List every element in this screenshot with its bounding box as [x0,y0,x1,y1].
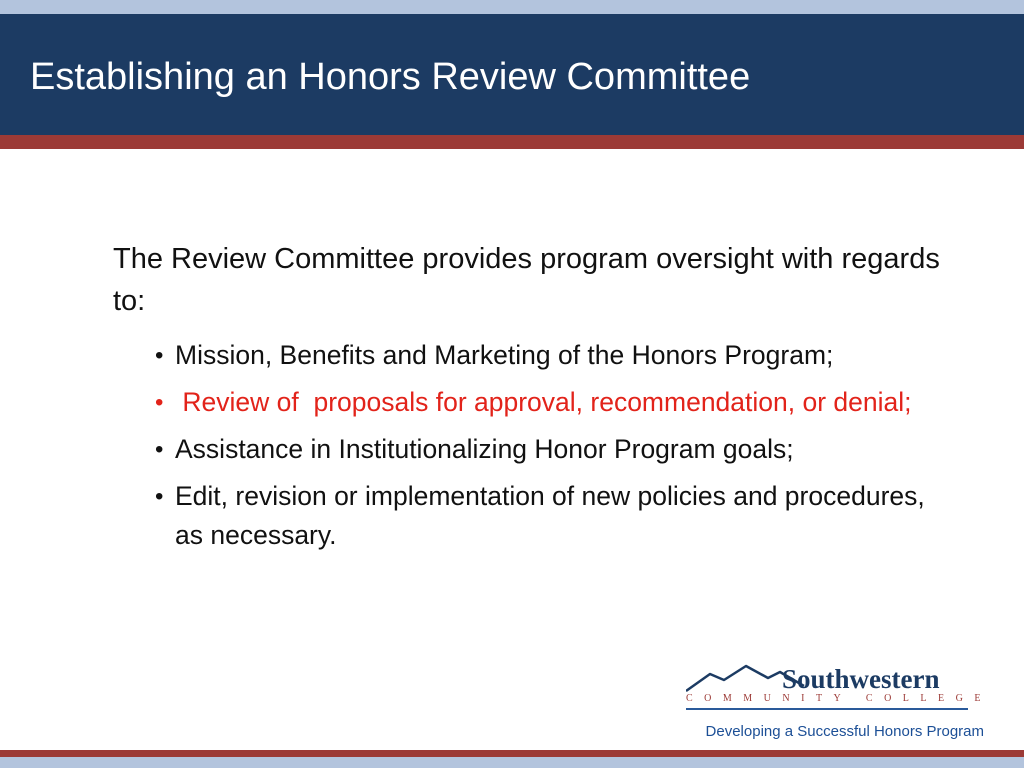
bottom-accent-strip [0,757,1024,768]
logo-wordmark: Southwestern [782,664,940,694]
slide-title: Establishing an Honors Review Committee [30,56,751,98]
title-divider [0,135,1024,149]
bullet-icon: • [155,483,164,510]
bullet-text: Edit, revision or implementation of new policies and procedures, as necessary. [175,481,925,550]
bullet-list [113,336,953,555]
footer-tagline: Developing a Successful Honors Program [705,723,984,740]
bullet-icon: • [155,389,164,416]
bullet-icon: • [155,342,164,369]
bullet-item-review [113,383,953,422]
bullet-item-policies [113,477,953,555]
logo-subtitle: COMMUNITY COLLEGE [686,693,992,704]
intro-text: The Review Committee provides program oversight with regards to: [113,243,940,317]
bullet-icon: • [155,436,164,463]
bullet-text: Mission, Benefits and Marketing of the Honors Program; [175,340,834,370]
college-logo [682,660,992,715]
bullet-item-mission [113,336,953,375]
slide-body [113,238,953,563]
bullet-text: Review of proposals for approval, recommendation, or denial; [175,387,912,417]
footer-divider [0,750,1024,757]
bullet-item-assistance [113,430,953,469]
logo-underline [686,708,968,710]
top-accent-strip [0,0,1024,14]
title-bar [0,14,1024,135]
bullet-text: Assistance in Institutionalizing Honor Program goals; [175,434,794,464]
